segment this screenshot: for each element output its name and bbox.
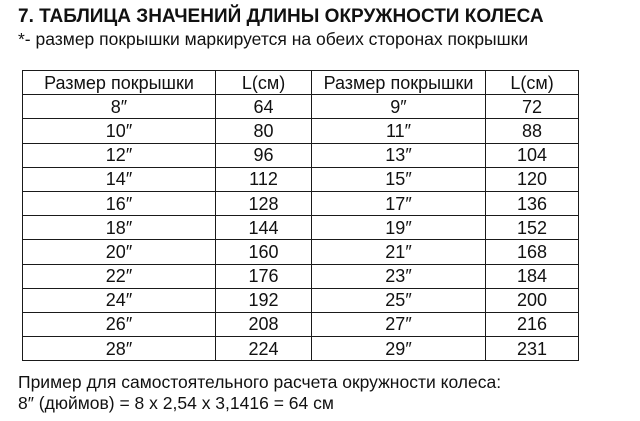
tire-size-cell: 21″: [312, 240, 486, 264]
length-cell: 64: [216, 95, 312, 119]
table-row: [23, 288, 579, 312]
length-cell: 192: [216, 288, 312, 312]
tire-size-cell: 25″: [312, 288, 486, 312]
length-cell: 72: [486, 95, 579, 119]
tire-size-cell: 16″: [23, 191, 216, 215]
tire-size-cell: 8″: [23, 95, 216, 119]
footnote: *- размер покрышки маркируется на обеих сторонах покрышки: [18, 29, 529, 49]
length-cell: 152: [486, 216, 579, 240]
length-cell: 216: [486, 312, 579, 336]
tire-size-cell: 15″: [312, 167, 486, 191]
table-row: [23, 119, 579, 143]
length-cell: 104: [486, 143, 579, 167]
length-cell: 224: [216, 337, 312, 361]
tire-size-cell: 28″: [23, 337, 216, 361]
header-tire-size-1: Размер покрышки: [23, 71, 216, 95]
tire-size-cell: 12″: [23, 143, 216, 167]
tire-size-cell: 19″: [312, 216, 486, 240]
tire-size-cell: 29″: [312, 337, 486, 361]
tire-size-cell: 14″: [23, 167, 216, 191]
length-cell: 144: [216, 216, 312, 240]
section-title: 7. ТАБЛИЦА ЗНАЧЕНИЙ ДЛИНЫ ОКРУЖНОСТИ КОЛЕСА: [18, 6, 544, 27]
table-row: [23, 312, 579, 336]
length-cell: 160: [216, 240, 312, 264]
tire-size-cell: 9″: [312, 95, 486, 119]
tire-size-cell: 10″: [23, 119, 216, 143]
length-cell: 112: [216, 167, 312, 191]
tire-size-cell: 26″: [23, 312, 216, 336]
length-cell: 88: [486, 119, 579, 143]
table-row: [23, 191, 579, 215]
header-length-1: L(см): [216, 71, 312, 95]
example-intro: Пример для самостоятельного расчета окружности колеса:: [18, 372, 502, 392]
table-row: [23, 240, 579, 264]
tire-size-cell: 11″: [312, 119, 486, 143]
length-cell: 96: [216, 143, 312, 167]
tire-size-cell: 20″: [23, 240, 216, 264]
header-length-2: L(см): [486, 71, 579, 95]
tire-size-cell: 18″: [23, 216, 216, 240]
example-formula: 8″ (дюймов) = 8 х 2,54 х 3,1416 = 64 см: [18, 393, 334, 413]
calculation-example: [18, 372, 501, 414]
table-row: [23, 216, 579, 240]
table-header-row: [23, 71, 579, 95]
length-cell: 128: [216, 191, 312, 215]
circumference-table: [22, 70, 579, 361]
tire-size-cell: 24″: [23, 288, 216, 312]
header-tire-size-2: Размер покрышки: [312, 71, 486, 95]
table-row: [23, 143, 579, 167]
table-row: [23, 95, 579, 119]
length-cell: 200: [486, 288, 579, 312]
tire-size-cell: 13″: [312, 143, 486, 167]
length-cell: 231: [486, 337, 579, 361]
tire-size-cell: 22″: [23, 264, 216, 288]
table-row: [23, 337, 579, 361]
table-row: [23, 264, 579, 288]
length-cell: 168: [486, 240, 579, 264]
length-cell: 80: [216, 119, 312, 143]
tire-size-cell: 23″: [312, 264, 486, 288]
length-cell: 136: [486, 191, 579, 215]
length-cell: 120: [486, 167, 579, 191]
tire-size-cell: 17″: [312, 191, 486, 215]
table-row: [23, 167, 579, 191]
length-cell: 208: [216, 312, 312, 336]
length-cell: 176: [216, 264, 312, 288]
length-cell: 184: [486, 264, 579, 288]
tire-size-cell: 27″: [312, 312, 486, 336]
